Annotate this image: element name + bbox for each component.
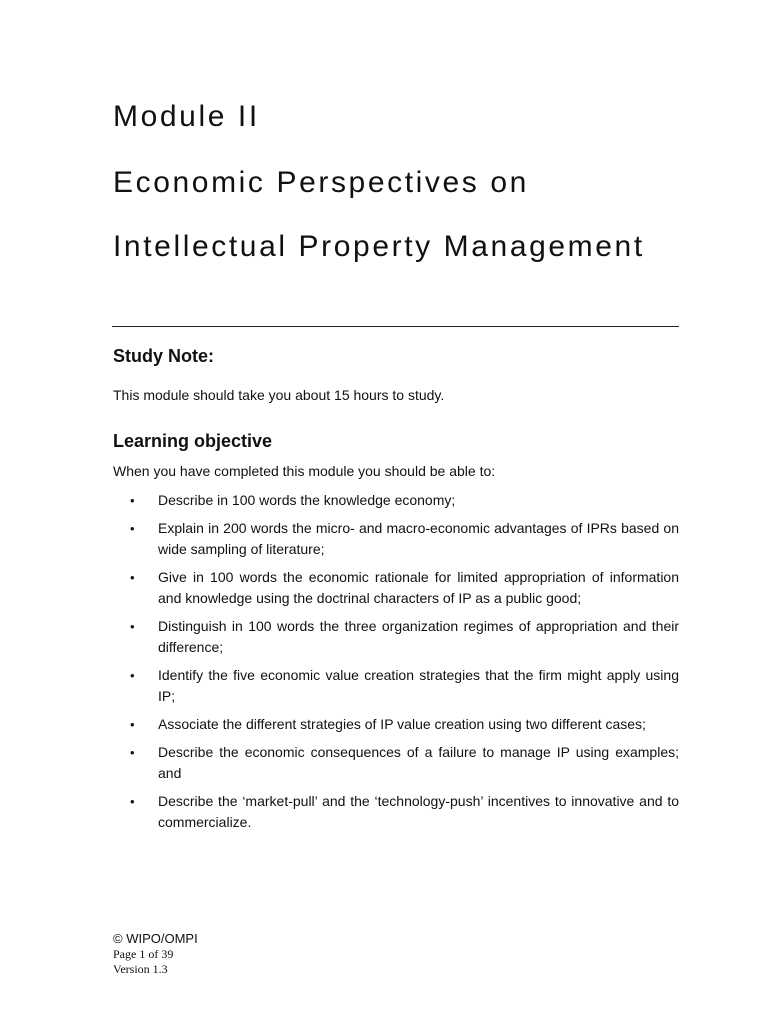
objective-item [113, 490, 679, 511]
objective-text: Identify the five economic value creation strategies that the firm might apply using IP; [158, 667, 679, 704]
objective-item [113, 616, 679, 658]
objective-text: Describe the ‘market-pull’ and the ‘technology-push’ incentives to innovative and to commercialize. [158, 793, 679, 830]
study-note-heading: Study Note: [113, 346, 214, 366]
learning-objective-intro: When you have completed this module you should be able to: [113, 463, 496, 479]
objective-item [113, 714, 679, 735]
objective-text: Describe the economic consequences of a failure to manage IP using examples; and [158, 744, 679, 781]
bullet-icon: • [130, 521, 135, 536]
page-number: Page 1 of 39 [113, 947, 174, 961]
page-footer [113, 931, 198, 977]
bullet-icon: • [130, 619, 135, 634]
objective-text: Distinguish in 100 words the three organization regimes of appropriation and their difference; [158, 618, 679, 655]
objective-text: Associate the different strategies of IP value creation using two different cases; [158, 716, 646, 732]
module-subtitle-line-2: Intellectual Property Management [113, 230, 645, 263]
version-label: Version 1.3 [113, 962, 168, 976]
objective-text: Give in 100 words the economic rationale for limited appropriation of information and knowledge using the doctrinal characters of IP as a public good; [158, 569, 679, 606]
objective-item [113, 791, 679, 833]
horizontal-divider [112, 326, 679, 327]
objective-item [113, 567, 679, 609]
objective-text: Describe in 100 words the knowledge economy; [158, 492, 456, 508]
bullet-icon: • [130, 745, 135, 760]
objective-item [113, 518, 679, 560]
copyright-notice: © WIPO/OMPI [113, 931, 198, 946]
study-note-text: This module should take you about 15 hours to study. [113, 387, 445, 403]
bullet-icon: • [130, 570, 135, 585]
objective-item [113, 665, 679, 707]
bullet-icon: • [130, 668, 135, 683]
bullet-icon: • [130, 717, 135, 732]
bullet-icon: • [130, 493, 135, 508]
learning-objective-heading: Learning objective [113, 431, 273, 451]
objectives-list [113, 490, 679, 840]
objective-text: Explain in 200 words the micro- and macro-economic advantages of IPRs based on wide sampling of literature; [158, 520, 679, 557]
module-title: Module II [113, 100, 260, 133]
module-subtitle-line-1: Economic Perspectives on [113, 166, 529, 199]
bullet-icon: • [130, 794, 135, 809]
objective-item [113, 742, 679, 784]
